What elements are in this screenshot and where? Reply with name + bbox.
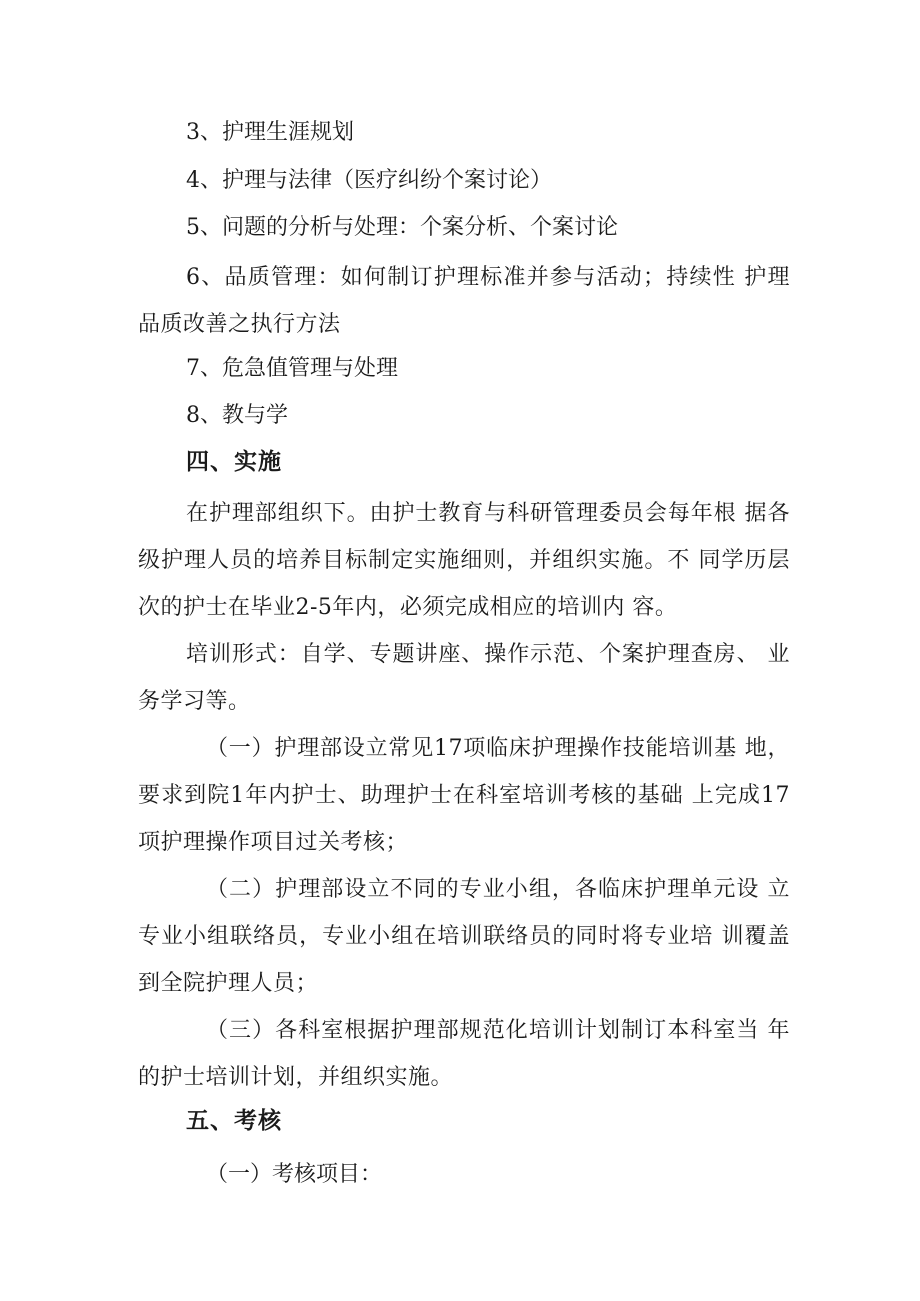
sub-item-3: （三）各科室根据护理部规范化培训计划制订本科室当 年的护士培训计划，并组织实施。 [138, 1018, 790, 1090]
list-item-5: 5、问题的分析与处理：个案分析、个案讨论 [186, 215, 618, 240]
implementation-paragraph: 在护理部组织下。由护士教育与科研管理委员会每年根 据各级护理人员的培养目标制定实施细则，并组织实施。不 同学历层次的护士在毕业2-5年内，必须完成相应的培训内 容。 [138, 501, 790, 620]
section-heading-implementation: 四、实施 [186, 449, 282, 475]
sub-item-2: （二）护理部设立不同的专业小组，各临床护理单元设 立专业小组联络员，专业小组在培训联络员的同时将专业培 训覆盖到全院护理人员； [138, 877, 790, 996]
assessment-sub-item-1: （一）考核项目： [206, 1162, 383, 1187]
section-heading-assessment: 五、考核 [186, 1108, 282, 1134]
list-item-6: 6、品质管理：如何制订护理标准并参与活动；持续性 护理品质改善之执行方法 [138, 265, 790, 337]
list-item-4: 4、护理与法律（医疗纠纷个案讨论） [186, 168, 552, 193]
sub-item-1: （一）护理部设立常见17项临床护理操作技能培训基 地，要求到院1年内护士、助理护士在科室培训考核的基础 上完成17项护理操作项目过关考核； [138, 736, 790, 855]
list-item-7: 7、危急值管理与处理 [186, 356, 398, 381]
training-form-paragraph: 培训形式：自学、专题讲座、操作示范、个案护理查房、 业务学习等。 [138, 642, 790, 714]
list-item-3: 3、护理生涯规划 [186, 120, 354, 145]
list-item-8: 8、教与学 [186, 403, 288, 428]
